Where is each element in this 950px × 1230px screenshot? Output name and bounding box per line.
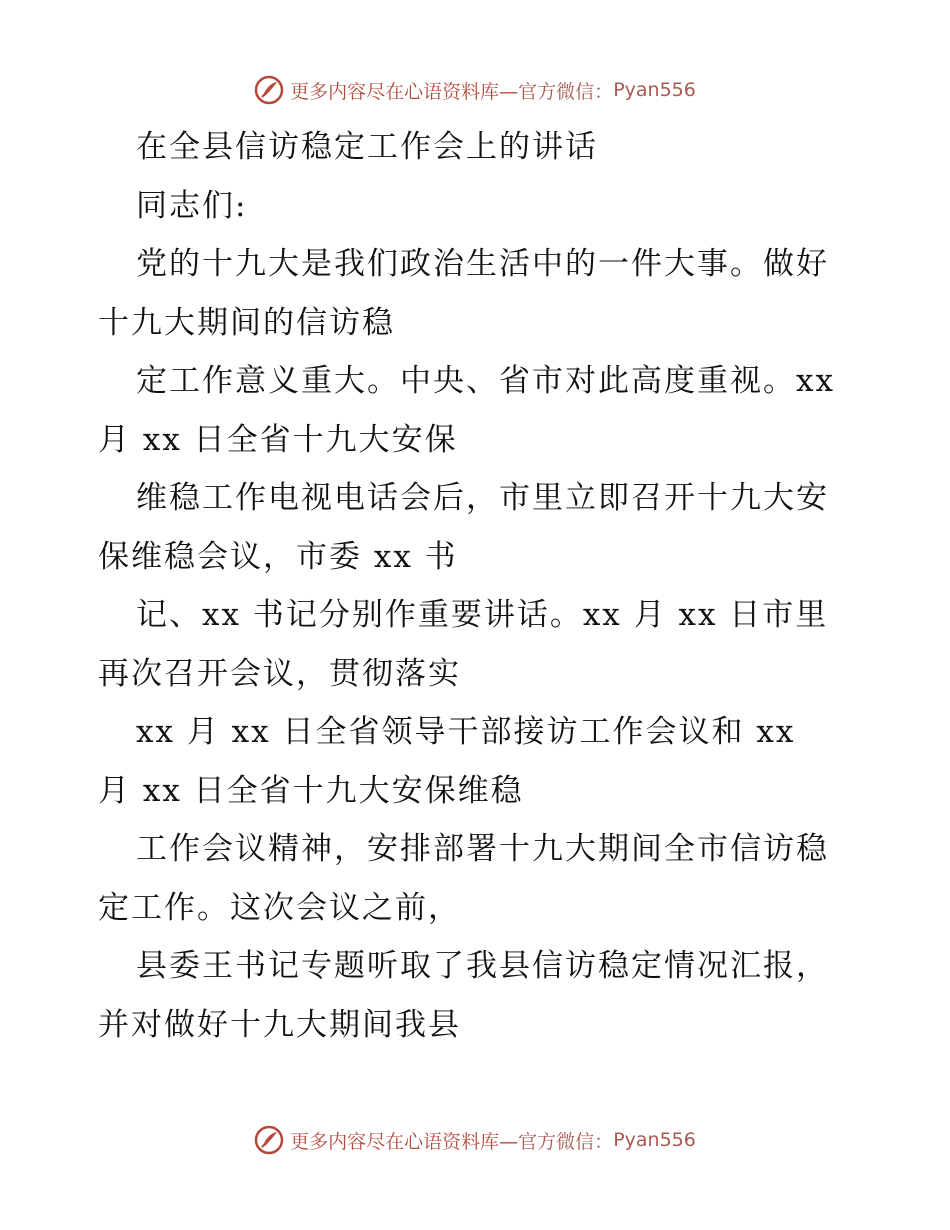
paragraph-line: 工作会议精神，安排部署十九大期间全市信访稳 [136, 831, 829, 867]
paragraph-line: 保维稳会议，市委 xx 书 [98, 538, 458, 575]
paragraph-line: xx 月 xx 日全省领导干部接访工作会议和 xx [136, 714, 796, 750]
footer-watermark [0, 1120, 950, 1160]
document-body [98, 118, 858, 1054]
paragraph-line: 定工作。这次会议之前， [98, 889, 461, 926]
salutation: 同志们: [136, 187, 248, 224]
paragraph-line: 维稳工作电视电话会后，市里立即召开十九大安 [136, 480, 829, 516]
header-watermark [0, 70, 950, 110]
paragraph-line: 再次召开会议，贯彻落实 [98, 655, 461, 692]
paragraph-line: 月 xx 日全省十九大安保维稳 [98, 772, 524, 809]
wechat-label: 官方微信： [518, 80, 614, 103]
watermark-text: 更多内容尽在心语资料库— [290, 1130, 519, 1153]
document-title: 在全县信访稳定工作会上的讲话 [136, 129, 598, 165]
paragraph-line: 党的十九大是我们政治生活中的一件大事。做好 [136, 246, 829, 282]
paragraph-line: 记、xx 书记分别作重要讲话。xx 月 xx 日市里 [136, 597, 829, 633]
watermark-text: 更多内容尽在心语资料库— [290, 80, 519, 103]
book-feather-logo-icon [254, 75, 284, 105]
wechat-label: 官方微信： [518, 1130, 614, 1153]
book-feather-logo-icon [254, 1125, 284, 1155]
paragraph-line: 定工作意义重大。中央、省市对此高度重视。xx [136, 363, 835, 399]
wechat-id: Pyan556 [613, 1129, 696, 1151]
paragraph-line: 并对做好十九大期间我县 [98, 1006, 461, 1043]
paragraph-line: 县委王书记专题听取了我县信访稳定情况汇报， [136, 948, 829, 984]
paragraph-line: 十九大期间的信访稳 [98, 304, 395, 341]
wechat-id: Pyan556 [613, 79, 696, 101]
paragraph-line: 月 xx 日全省十九大安保 [98, 421, 458, 458]
